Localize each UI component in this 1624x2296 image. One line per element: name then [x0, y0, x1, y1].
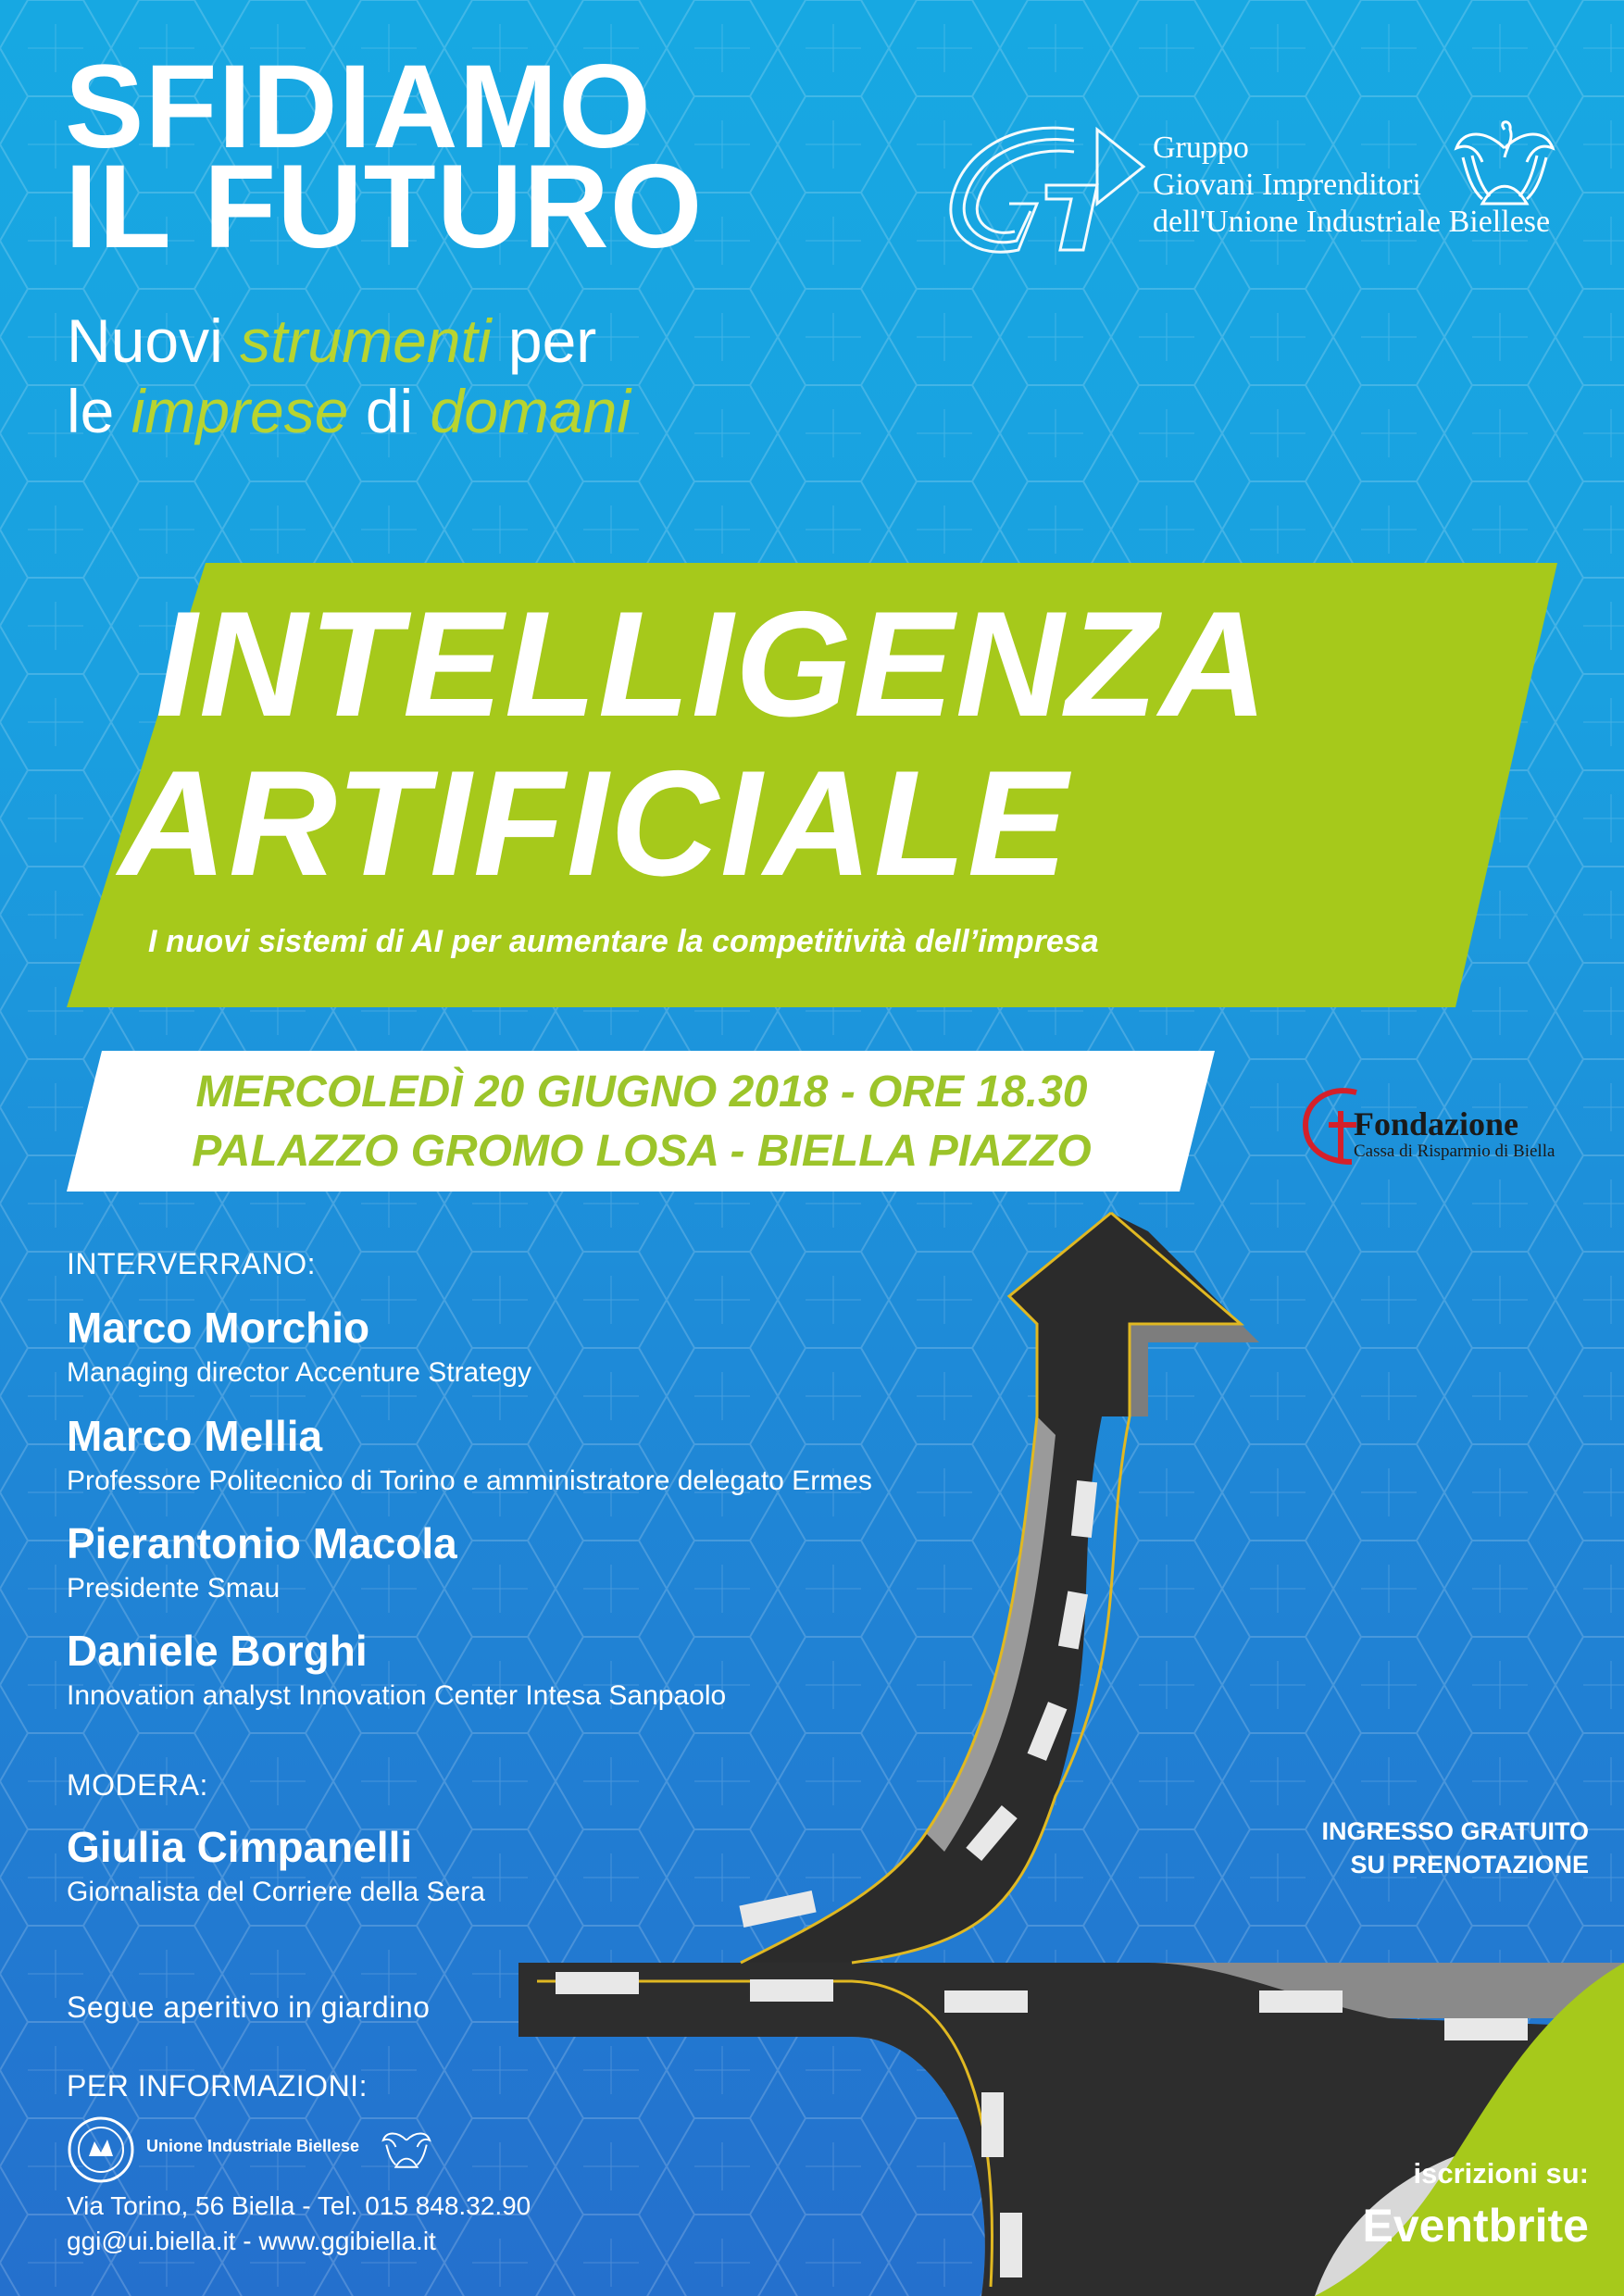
moderator-name: Giulia Cimpanelli	[67, 1823, 413, 1871]
ggi-name-line: dell'Unione Industriale Biellese	[1153, 205, 1551, 239]
ingresso-line: INGRESSO GRATUITO	[1321, 1817, 1589, 1845]
tagline-word: le	[67, 377, 115, 445]
speaker-role: Professore Politecnico di Torino e amministratore delegato Ermes	[67, 1466, 872, 1496]
event-title-line-2: ARTIFICIALE	[119, 740, 1069, 907]
event-subtitle: I nuovi sistemi di AI per aumentare la competitività dell’impresa	[148, 924, 1099, 959]
speaker-name: Daniele Borghi	[67, 1627, 368, 1675]
speaker-role: Managing director Accenture Strategy	[67, 1357, 531, 1388]
fondazione-name	[1354, 1107, 1555, 1163]
fondazione-name-line: Fondazione	[1354, 1105, 1519, 1142]
unione-industriale-seal-icon	[67, 2115, 135, 2184]
headline	[65, 41, 704, 273]
ingresso-line: SU PRENOTAZIONE	[1350, 1851, 1589, 1878]
event-title	[119, 580, 1544, 907]
tagline	[67, 306, 631, 446]
tagline-word: per	[507, 306, 597, 375]
tagline-word: di	[365, 377, 414, 445]
tagline-word: Nuovi	[67, 306, 223, 375]
unione-industriale-name: Unione Industriale Biellese	[146, 2137, 360, 2155]
ggi-name-line: Giovani Imprenditori	[1153, 168, 1421, 202]
contact-web[interactable]: ggi@ui.biella.it - www.ggibiella.it	[67, 2227, 436, 2255]
registration-platform[interactable]: Eventbrite	[1362, 2200, 1589, 2252]
ggi-name-line: Gruppo	[1153, 131, 1249, 165]
event-title-line-1: INTELLIGENZA	[156, 580, 1269, 748]
event-venue: PALAZZO GROMO LOSA - BIELLA PIAZZO	[192, 1127, 1092, 1176]
speaker-role: Innovation analyst Innovation Center Intesa Sanpaolo	[67, 1680, 727, 1711]
ggi-logo-icon	[935, 111, 1148, 268]
speaker-role: Presidente Smau	[67, 1573, 281, 1603]
aperitivo-note: Segue aperitivo in giardino	[67, 1990, 431, 2024]
contact-address: Via Torino, 56 Biella - Tel. 015 848.32.90	[67, 2191, 531, 2220]
tagline-highlight: imprese	[131, 377, 349, 445]
info-label: PER INFORMAZIONI:	[67, 2069, 368, 2103]
headline-line-1: SFIDIAMO	[65, 41, 652, 173]
tagline-highlight: domani	[430, 377, 631, 445]
eagle-logo-icon	[380, 2120, 433, 2174]
speakers-label: INTERVERRANO:	[67, 1247, 317, 1280]
speaker-name: Marco Morchio	[67, 1304, 370, 1352]
headline-line-2: IL FUTURO	[65, 141, 704, 273]
moderator-role: Giornalista del Corriere della Sera	[67, 1877, 485, 1907]
moderator-label: MODERA:	[67, 1768, 208, 1802]
speaker-name: Marco Mellia	[67, 1412, 323, 1460]
fondazione-name-line: Cassa di Risparmio di Biella	[1354, 1142, 1555, 1161]
registration-label: iscrizioni su:	[1413, 2157, 1589, 2190]
eagle-logo-icon	[1449, 111, 1560, 213]
tagline-highlight: strumenti	[240, 306, 492, 375]
ingresso-note	[1218, 1815, 1589, 1881]
event-date: MERCOLEDÌ 20 GIUGNO 2018 - ORE 18.30	[195, 1067, 1088, 1117]
speaker-name: Pierantonio Macola	[67, 1519, 457, 1567]
